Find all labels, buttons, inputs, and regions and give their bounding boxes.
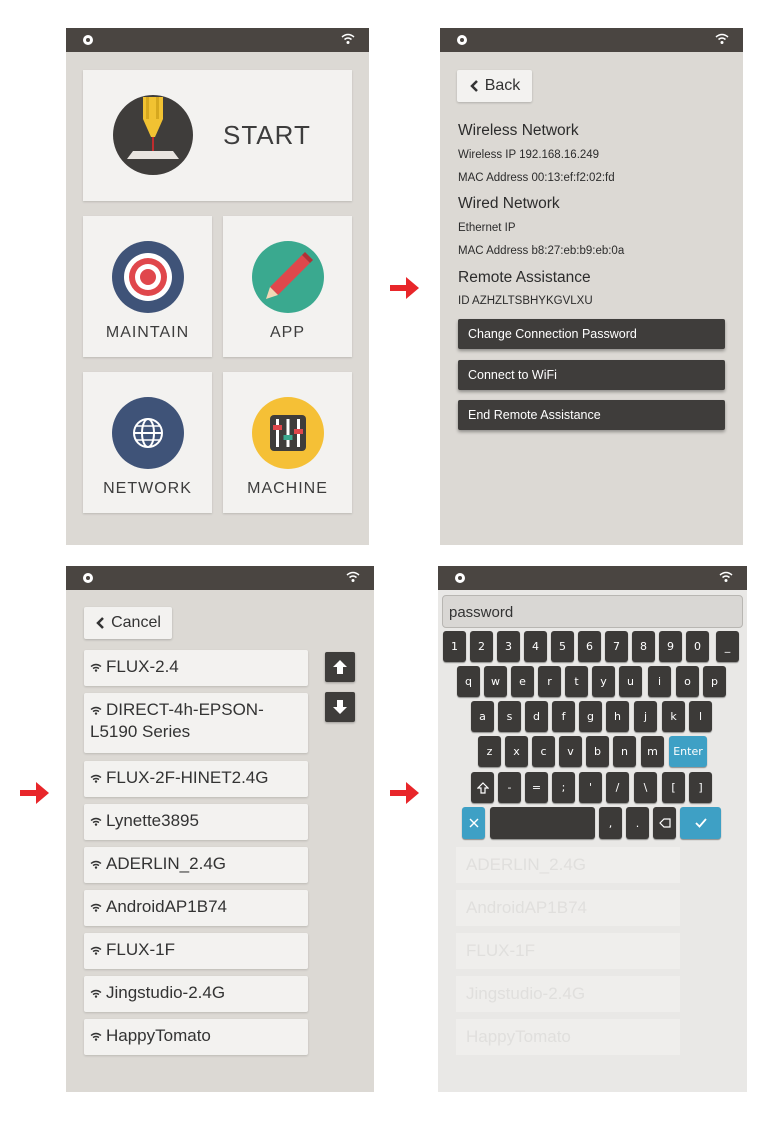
chevron-left-icon	[469, 80, 479, 92]
key[interactable]: c	[532, 736, 555, 767]
shift-icon	[477, 782, 489, 794]
key[interactable]: 8	[632, 631, 655, 662]
flow-arrow-icon	[390, 275, 420, 301]
change-password-button[interactable]: Change Connection Password	[458, 319, 725, 349]
wired-mac: MAC Address b8:27:eb:b9:eb:0a	[458, 245, 625, 257]
key[interactable]: 6	[578, 631, 601, 662]
wifi-icon	[90, 774, 102, 783]
key[interactable]: m	[641, 736, 664, 767]
arrow-up-icon	[325, 652, 355, 682]
wifi-icon	[341, 33, 355, 45]
cancel-button[interactable]	[84, 607, 172, 639]
start-tile[interactable]	[83, 70, 352, 201]
status-bar	[440, 28, 743, 52]
cancel-label: Cancel	[111, 614, 161, 631]
key[interactable]: 9	[659, 631, 682, 662]
wireless-heading: Wireless Network	[458, 122, 579, 139]
gear-icon	[82, 34, 94, 46]
gear-icon	[454, 572, 466, 584]
key[interactable]: ;	[552, 772, 575, 803]
wifi-icon	[90, 860, 102, 869]
printer-nozzle-icon	[113, 93, 193, 177]
wifi-network-name: Lynette3895	[106, 811, 199, 830]
key[interactable]: l	[689, 701, 712, 732]
chevron-left-icon	[95, 617, 105, 629]
ethernet-ip: Ethernet IP	[458, 222, 516, 234]
key[interactable]: [	[662, 772, 685, 803]
main-menu-screen	[66, 28, 369, 545]
flow-arrow-icon	[390, 780, 420, 806]
key[interactable]: .	[626, 807, 649, 839]
key[interactable]: /	[606, 772, 629, 803]
key[interactable]: f	[552, 701, 575, 732]
wifi-network-item[interactable]	[84, 804, 308, 840]
key[interactable]: v	[559, 736, 582, 767]
close-icon	[469, 818, 479, 828]
key[interactable]: -	[498, 772, 521, 803]
wifi-network-name: Jingstudio-2.4G	[106, 983, 226, 1002]
key[interactable]: q	[457, 666, 480, 697]
arrow-down-icon	[325, 692, 355, 722]
wifi-network-item[interactable]	[84, 890, 308, 926]
key[interactable]: _	[716, 631, 739, 662]
gear-icon	[456, 34, 468, 46]
key[interactable]: \	[634, 772, 657, 803]
flow-arrow-icon	[20, 780, 50, 806]
wifi-icon	[346, 571, 360, 583]
target-icon	[112, 241, 184, 313]
network-info-screen	[440, 28, 743, 545]
connect-wifi-button[interactable]: Connect to WiFi	[458, 360, 725, 390]
wifi-network-item[interactable]	[84, 1019, 308, 1055]
key[interactable]: j	[634, 701, 657, 732]
password-keyboard-screen	[438, 566, 747, 1092]
key[interactable]: s	[498, 701, 521, 732]
sliders-icon	[252, 397, 324, 469]
remote-heading: Remote Assistance	[458, 269, 591, 286]
network-tile[interactable]	[83, 372, 212, 513]
wifi-icon	[90, 817, 102, 826]
machine-tile[interactable]	[223, 372, 352, 513]
key[interactable]: z	[478, 736, 501, 767]
ghost-network-item: Jingstudio-2.4G	[456, 976, 680, 1012]
wifi-network-name: DIRECT-4h-EPSON-L5190 Series	[90, 700, 264, 741]
backspace-icon	[659, 818, 671, 828]
network-label: NETWORK	[103, 480, 192, 497]
close-keyboard-key[interactable]	[462, 807, 485, 839]
checkmark-icon	[695, 818, 707, 828]
wifi-network-name: FLUX-2F-HINET2.4G	[106, 768, 269, 787]
password-input[interactable]: password	[442, 595, 743, 628]
status-bar	[66, 566, 374, 590]
scroll-up-button[interactable]	[325, 652, 355, 682]
key[interactable]: ]	[689, 772, 712, 803]
wifi-network-name: FLUX-1F	[106, 940, 175, 959]
key[interactable]: y	[592, 666, 615, 697]
back-label: Back	[484, 77, 521, 94]
wifi-icon	[90, 903, 102, 912]
remote-id: ID AZHZLTSBHYKGVLXU	[458, 295, 593, 307]
key[interactable]: 1	[443, 631, 466, 662]
status-bar	[66, 28, 369, 52]
key[interactable]: h	[606, 701, 629, 732]
ghost-network-item: HappyTomato	[456, 1019, 680, 1055]
scroll-down-button[interactable]	[325, 692, 355, 722]
wireless-mac: MAC Address 00:13:ef:f2:02:fd	[458, 172, 615, 184]
wifi-network-item[interactable]	[84, 847, 308, 883]
key[interactable]: ,	[599, 807, 622, 839]
wifi-network-name: FLUX-2.4	[106, 657, 179, 676]
key[interactable]: o	[676, 666, 699, 697]
machine-label: MACHINE	[247, 480, 328, 497]
key[interactable]: t	[565, 666, 588, 697]
maintain-tile[interactable]	[83, 216, 212, 357]
key[interactable]: u	[619, 666, 642, 697]
key[interactable]: w	[484, 666, 507, 697]
key[interactable]: x	[505, 736, 528, 767]
enter-key[interactable]: Enter	[669, 736, 707, 767]
wifi-network-item[interactable]	[84, 976, 308, 1012]
key[interactable]: 0	[686, 631, 709, 662]
key[interactable]: e	[511, 666, 534, 697]
key[interactable]: i	[648, 666, 671, 697]
space-key[interactable]	[490, 807, 595, 839]
key[interactable]: r	[538, 666, 561, 697]
wifi-list-screen	[66, 566, 374, 1092]
key[interactable]: k	[662, 701, 685, 732]
wifi-icon	[90, 663, 102, 672]
key[interactable]: a	[471, 701, 494, 732]
end-remote-button[interactable]: End Remote Assistance	[458, 400, 725, 430]
shift-key[interactable]	[471, 772, 494, 803]
ghost-network-item: FLUX-1F	[456, 933, 680, 969]
wifi-icon	[90, 946, 102, 955]
ghost-network-item: ADERLIN_2.4G	[456, 847, 680, 883]
wifi-network-name: HappyTomato	[106, 1026, 211, 1045]
key[interactable]: =	[525, 772, 548, 803]
wireless-ip: Wireless IP 192.168.16.249	[458, 149, 600, 161]
key[interactable]: n	[613, 736, 636, 767]
key[interactable]: 7	[605, 631, 628, 662]
wifi-icon	[719, 571, 733, 583]
key[interactable]: 5	[551, 631, 574, 662]
key[interactable]: b	[586, 736, 609, 767]
wifi-network-item[interactable]	[84, 650, 308, 686]
app-tile[interactable]	[223, 216, 352, 357]
start-label: START	[223, 120, 311, 150]
wifi-network-item[interactable]	[84, 761, 308, 797]
ghost-network-item: AndroidAP1B74	[456, 890, 680, 926]
key[interactable]: p	[703, 666, 726, 697]
key[interactable]: 2	[470, 631, 493, 662]
wifi-network-name: AndroidAP1B74	[106, 897, 227, 916]
wifi-icon	[715, 33, 729, 45]
wifi-network-name: ADERLIN_2.4G	[106, 854, 226, 873]
pencil-icon	[252, 241, 324, 313]
back-button[interactable]	[457, 70, 532, 102]
status-bar	[438, 566, 747, 590]
gear-icon	[82, 572, 94, 584]
key[interactable]: 4	[524, 631, 547, 662]
maintain-label: MAINTAIN	[105, 324, 190, 341]
key[interactable]: 3	[497, 631, 520, 662]
confirm-key[interactable]	[680, 807, 721, 839]
key[interactable]: d	[525, 701, 548, 732]
key[interactable]: '	[579, 772, 602, 803]
wifi-network-item[interactable]	[84, 933, 308, 969]
keyboard-overlay	[438, 590, 747, 1092]
wifi-icon	[90, 1032, 102, 1041]
backspace-key[interactable]	[653, 807, 676, 839]
wifi-icon	[90, 989, 102, 998]
wifi-icon	[90, 706, 102, 715]
key[interactable]: g	[579, 701, 602, 732]
wifi-network-item[interactable]	[84, 693, 308, 753]
wired-heading: Wired Network	[458, 195, 560, 212]
app-label: APP	[269, 324, 305, 341]
globe-icon	[112, 397, 184, 469]
